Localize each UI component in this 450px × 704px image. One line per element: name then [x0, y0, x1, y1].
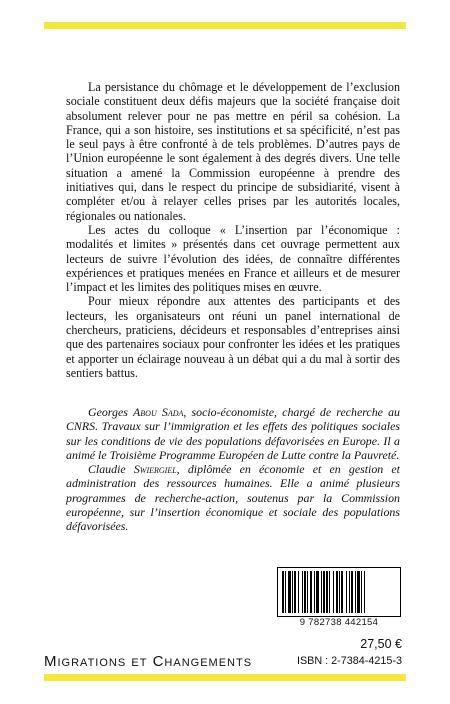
summary-paragraph-1: La persistance du chômage et le développement de l’exclusion sociale constituent deux défis majeurs que la société française doit absolument relever pour ne pas mettre en péril sa cohésion. La France, qui a son histoire, ses institutions et sa spécificité, n’est pas le seul pays à être confronté à de tels problèmes. D’autres pays de l’Union européenne le sont également à des degrés divers. Une telle situation a amené la Commission européenne à prendre des initiatives qui, dans le respect du principe de subsidiarité, visent à compléter et/ou à relayer celles prises par les autorités locales, régionales ou nationales.: [66, 80, 400, 223]
author-1-first-name: Georges: [88, 405, 128, 419]
author-2-description: , diplômée en économie et en gestion et administration des ressources humaines. Elle a animé plusieurs programmes de recherche-action, soutenus par la Commission européenne, sur l’insertion économique et sociale des populations défavorisées.: [66, 462, 400, 534]
series-title: Migrations et Changements: [44, 653, 253, 670]
top-yellow-rule: [44, 22, 406, 29]
author-1-description: , socio-économiste, chargé de recherche au CNRS. Travaux sur l’immigration et les effets des politiques sociales sur les conditions de vie des populations défavorisées en Europe. Il a animé le Troisième Programme Européen de Lutte contre la Pauvreté.: [66, 405, 400, 462]
barcode-bars: [282, 571, 396, 613]
summary-paragraph-2: Les actes du colloque « L’insertion par l’économique : modalités et limites » présentés dans cet ouvrage permettent aux lecteurs de suivre l’évolution des idées, de connaître différentes expériences et pratiques menées en France et ailleurs et de mesurer l’impact et les limites des politiques mises en œuvre.: [66, 222, 400, 295]
author-bio-1: [66, 405, 400, 462]
barcode: [277, 567, 401, 633]
summary-paragraph-3: Pour mieux répondre aux attentes des participants et des lecteurs, les organisateurs ont réuni un panel international de chercheurs, praticiens, décideurs et responsables d’entreprises ainsi que des partenaires sociaux pour confronter les idées et les pratiques et apporter un éclairage nouveau à un débat qui a du mal à sortir des sentiers battus.: [66, 294, 400, 380]
barcode-digits: 9 782738 442154: [299, 617, 379, 628]
barcode-frame: [277, 567, 401, 617]
author-bios: [66, 405, 400, 534]
author-2-first-name: Claudie: [88, 462, 126, 477]
author-1-last-name: Abou Sada: [133, 405, 184, 419]
isbn: ISBN : 2-7384-4215-3: [296, 655, 402, 667]
bottom-yellow-rule: [44, 674, 406, 681]
author-2-last-name: Swiergiel: [133, 462, 177, 477]
price: 27,50 €: [360, 637, 402, 651]
author-bio-2: [66, 462, 400, 533]
back-cover-summary: [66, 80, 400, 380]
